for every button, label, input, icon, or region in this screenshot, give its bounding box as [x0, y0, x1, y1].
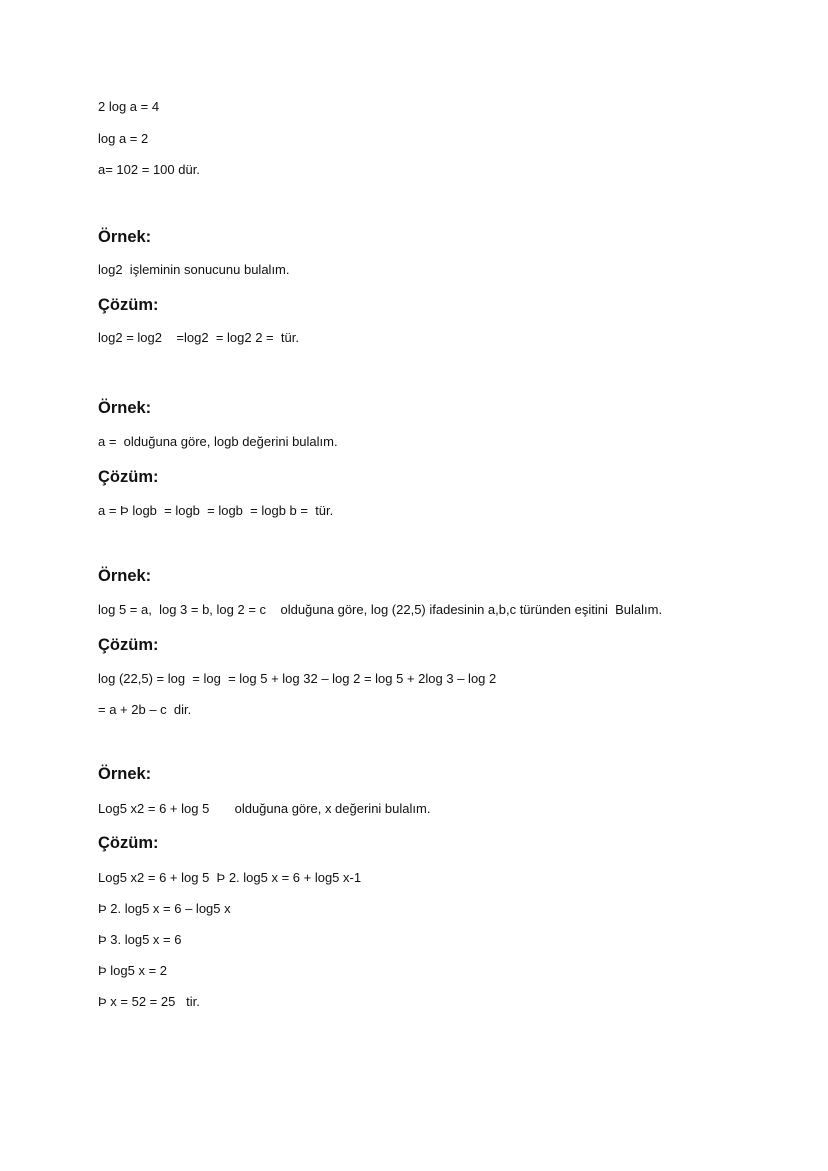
solution-heading: Çözüm:: [98, 834, 159, 852]
example-problem: log2 işleminin sonucunu bulalım.: [98, 262, 290, 277]
example-heading: Örnek:: [98, 765, 152, 783]
intro-line: a= 102 = 100 dür.: [98, 162, 200, 177]
example-problem: a = olduğuna göre, logb değerini bulalım.: [98, 434, 338, 449]
solution-line: Þ x = 52 = 25 tir.: [98, 994, 200, 1009]
example-problem: log 5 = a, log 3 = b, log 2 = c olduğuna göre, log (22,5) ifadesinin a,b,c türünden eşitini Bulalım.: [98, 602, 663, 617]
intro-line: 2 log a = 4: [98, 99, 160, 114]
solution-line: Þ log5 x = 2: [98, 963, 168, 978]
solution-heading: Çözüm:: [98, 636, 159, 654]
solution-line: Þ 2. log5 x = 6 – log5 x: [98, 901, 231, 916]
example-heading: Örnek:: [98, 228, 152, 246]
example-heading: Örnek:: [98, 399, 152, 417]
solution-line: log (22,5) = log = log = log 5 + log 32 – log 2 = log 5 + 2log 3 – log 2: [98, 671, 497, 686]
example-problem: Log5 x2 = 6 + log 5 olduğuna göre, x değerini bulalım.: [98, 801, 431, 816]
solution-line: a = Þ logb = logb = logb = logb b = tür.: [98, 503, 334, 518]
solution-line: Þ 3. log5 x = 6: [98, 932, 182, 947]
solution-heading: Çözüm:: [98, 296, 159, 314]
solution-line: log2 = log2 =log2 = log2 2 = tür.: [98, 330, 299, 345]
solution-heading: Çözüm:: [98, 468, 159, 486]
example-heading: Örnek:: [98, 567, 152, 585]
intro-line: log a = 2: [98, 131, 149, 146]
solution-line: Log5 x2 = 6 + log 5 Þ 2. log5 x = 6 + log5 x-1: [98, 870, 362, 885]
solution-line: = a + 2b – c dir.: [98, 702, 192, 717]
